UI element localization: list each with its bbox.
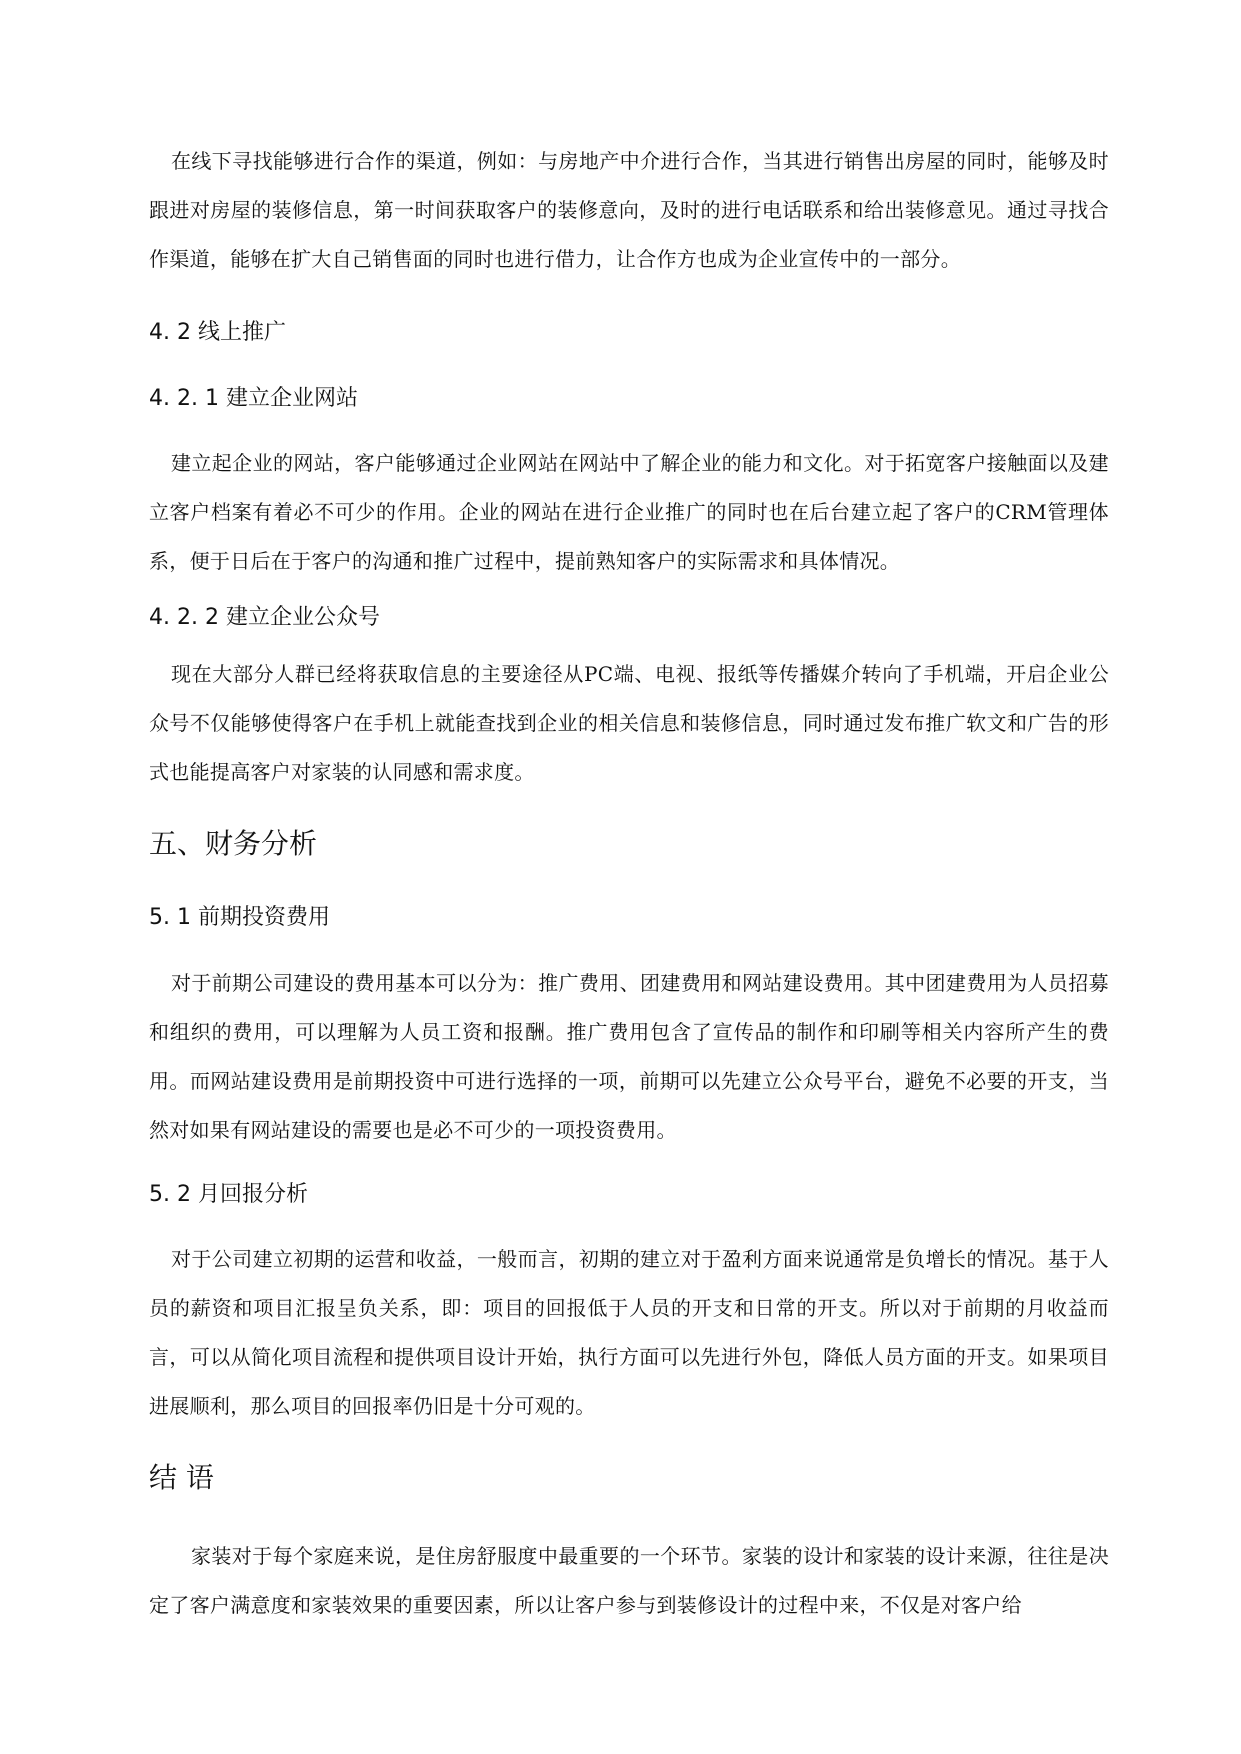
paragraph-text: 家装对于每个家庭来说，是住房舒服度中最重要的一个环节。家装的设计和家装的设计来源，往往是决定了客户满意度和家装效果的重要因素，所以让客户参与到装修设计的过程中来，不仅是对客户给 <box>149 1544 1109 1617</box>
paragraph-text: 在线下寻找能够进行合作的渠道，例如：与房地产中介进行合作，当其进行销售出房屋的同时，能够及时跟进对房屋的装修信息，第一时间获取客户的装修意向，及时的进行电话联系和给出装修意见。通过寻找合作渠道，能够在扩大自己销售面的同时也进行借力，让合作方也成为企业宣传中的一部分。 <box>149 149 1109 271</box>
paragraph-offline-channels <box>149 137 1109 284</box>
paragraph-text: 对于公司建立初期的运营和收益，一般而言，初期的建立对于盈利方面来说通常是负增长的情况。基于人员的薪资和项目汇报呈负关系，即：项目的回报低于人员的开支和日常的开支。所以对于前期的月收益而言，可以从简化项目流程和提供项目设计开始，执行方面可以先进行外包，降低人员方面的开支。如果项目进展顺利，那么项目的回报率仍旧是十分可观的。 <box>149 1247 1109 1418</box>
heading-4-2-1 <box>149 384 1109 414</box>
paragraph-monthly-return <box>149 1235 1109 1431</box>
heading-text: 4. 2. 2 建立企业公众号 <box>149 605 380 630</box>
heading-text: 五、财务分析 <box>149 827 318 860</box>
heading-section-5 <box>149 826 1109 862</box>
heading-4-2-2 <box>149 603 1109 633</box>
heading-conclusion <box>149 1460 1109 1496</box>
heading-text: 4. 2. 1 建立企业网站 <box>149 386 358 411</box>
paragraph-public-account <box>149 650 1109 797</box>
paragraph-initial-investment <box>149 959 1109 1155</box>
paragraph-text: 现在大部分人群已经将获取信息的主要途径从PC端、电视、报纸等传播媒介转向了手机端，开启企业公众号不仅能够使得客户在手机上就能查找到企业的相关信息和装修信息，同时通过发布推广软文和广告的形式也能提高客户对家装的认同感和需求度。 <box>149 662 1109 784</box>
heading-5-1 <box>149 903 1109 933</box>
heading-text: 5. 1 前期投资费用 <box>149 905 330 930</box>
heading-text: 4. 2 线上推广 <box>149 320 286 345</box>
heading-5-2 <box>149 1180 1109 1210</box>
paragraph-website <box>149 439 1109 586</box>
heading-text: 5. 2 月回报分析 <box>149 1182 308 1207</box>
paragraph-text: 建立起企业的网站，客户能够通过企业网站在网站中了解企业的能力和文化。对于拓宽客户接触面以及建立客户档案有着必不可少的作用。企业的网站在进行企业推广的同时也在后台建立起了客户的CRM管理体系，便于日后在于客户的沟通和推广过程中，提前熟知客户的实际需求和具体情况。 <box>149 451 1109 573</box>
paragraph-text: 对于前期公司建设的费用基本可以分为：推广费用、团建费用和网站建设费用。其中团建费用为人员招募和组织的费用，可以理解为人员工资和报酬。推广费用包含了宣传品的制作和印刷等相关内容所产生的费用。而网站建设费用是前期投资中可进行选择的一项，前期可以先建立公众号平台，避免不必要的开支，当然对如果有网站建设的需要也是必不可少的一项投资费用。 <box>149 971 1109 1142</box>
heading-text: 结 语 <box>149 1461 214 1494</box>
heading-4-2 <box>149 318 1109 348</box>
paragraph-conclusion <box>149 1532 1109 1630</box>
